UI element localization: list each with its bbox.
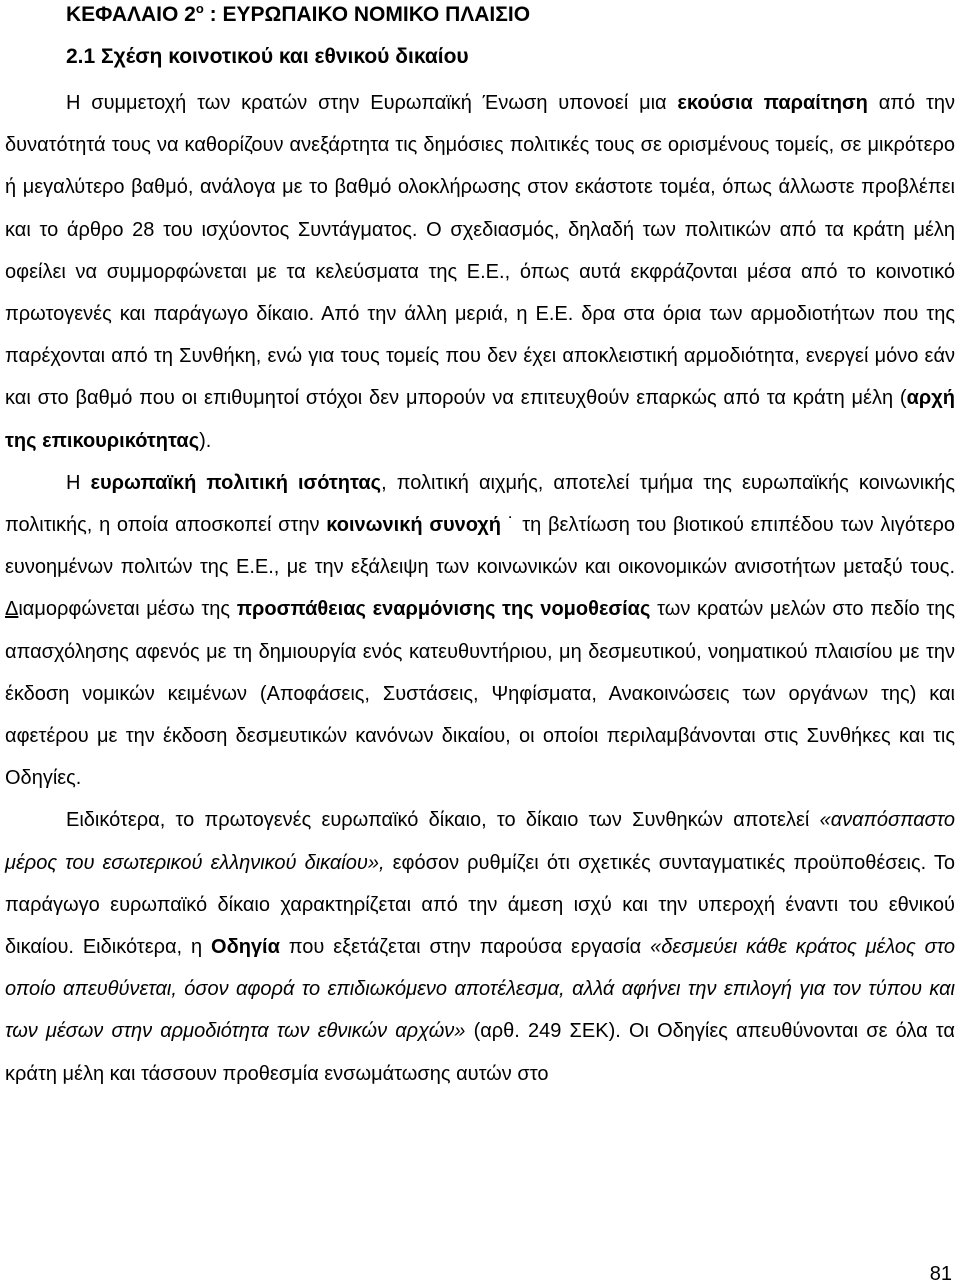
paragraph-1-bold-2: αρχή της επικουρικότητας [5, 387, 955, 452]
paragraph-2-bold-2: κοινωνική συνοχή [326, 514, 501, 537]
chapter-heading-title: : ΕΥΡΩΠΑΙΚΟ ΝΟΜΙΚΟ ΠΛΑΙΣΙΟ [203, 3, 531, 26]
section-heading: 2.1 Σχέση κοινοτικού και εθνικού δικαίου [66, 45, 469, 68]
paragraph-1-text-2: από την δυνατότητά τους να καθορίζουν ανεξάρτητα τις δημόσιες πολιτικές τους σε ορισμένους τομείς, σε μικρότερο ή μεγαλύτερο βαθμό, ανάλογα με το βαθμό ολοκλήρωσης στον εκάστοτε τομέα, όπως άλλωστε προβλέπει και το άρθρο 28 του ισχύοντος Συντάγματος. Ο σχεδιασμός, δηλαδή των πολιτικών από τα κράτη μέλη οφείλει να συμμορφώνεται με τα κελεύσματα της Ε.Ε., όπως αυτά εκφράζονται μέσα από το κοινοτικό πρωτογενές και παράγωγο δίκαιο. Από την άλλη μεριά, η Ε.Ε. δρα στα όρια των αρμοδιοτήτων που της παρέχονται από τη Συνθήκη, ενώ για τους τομείς που δεν έχει αποκλειστική αρμοδιότητα, ενεργεί μόνο εάν και στο βαθμό που οι επιθυμητοί στόχοι δεν μπορούν να επιτευχθούν επαρκώς από τα κράτη μέλη ( [5, 92, 956, 410]
paragraph-2-text-1: Η [66, 471, 91, 494]
paragraph-2-text-2: , πολιτική αιχμής, αποτελεί τμήμα της ευρωπαϊκής κοινωνικής πολιτικής, η οποία αποσκοπεί στην [5, 471, 956, 537]
paragraph-2-bold-1: ευρωπαϊκή πολιτική ισότητας [90, 471, 382, 494]
paragraph-3 [5, 799, 955, 1094]
paragraph-3-text-1: Ειδικότερα, το πρωτογενές ευρωπαϊκό δίκαιο, το δίκαιο των Συνθηκών αποτελεί [66, 809, 820, 832]
paragraph-2-underlined-1: Δ [5, 598, 19, 621]
paragraph-1-text-3: ). [199, 429, 212, 452]
paragraph-3-text-3: που εξετάζεται στην παρούσα εργασία [279, 936, 651, 959]
page-number: 81 [929, 1263, 952, 1285]
chapter-heading [66, 2, 530, 28]
chapter-heading-superscript: ο [195, 1, 204, 16]
paragraph-1-text-1: Η συμμετοχή των κρατών στην Ευρωπαϊκή Ένωση υπονοεί μια [66, 92, 678, 114]
paragraph-3-italic-1: «αναπόσπαστο μέρος του εσωτερικού ελληνικού δικαίου», [5, 809, 955, 874]
paragraph-3-text-2: εφόσον ρυθμίζει ότι σχετικές συνταγματικές προϋποθέσεις. Το παράγωγο ευρωπαϊκό δίκαιο χαρακτηρίζεται από την άμεση ισχύ και την υπεροχή έναντι του εθνικού δικαίου. Ειδικότερα, η [5, 851, 955, 959]
paragraph-2-bold-3: προσπάθειας εναρμόνισης της νομοθεσίας [236, 598, 651, 621]
paragraph-3-italic-2: «δεσμεύει κάθε κράτος μέλος στο οποίο απευθύνεται, όσον αφορά το επιδιωκόμενο αποτέλεσμα, αλλά αφήνει την επιλογή για τον τύπου και των μέσων στην αρμοδιότητα των εθνικών αρχών» [5, 936, 956, 1043]
paragraph-2-text-4: ιαμορφώνεται μέσω της [18, 598, 237, 621]
paragraph-2-text-3: ˙ τη βελτίωση του βιοτικού επιπέδου των λιγότερο ευνοημένων πολιτών της Ε.Ε., με την εξάλειψη των κοινωνικών και οικονομικών ανισοτήτων μεταξύ τους. [5, 514, 956, 579]
paragraph-3-bold-1: Οδηγία [211, 936, 280, 959]
body-text [5, 82, 955, 1095]
paragraph-2 [5, 462, 955, 800]
paragraph-3-text-4: (αρθ. 249 ΣΕΚ). Οι Οδηγίες απευθύνονται σε όλα τα κράτη μέλη και τάσσουν προθεσμία ενσωμάτωσης αυτών στο [5, 1020, 955, 1085]
paragraph-2-text-5: των κρατών μελών στο πεδίο της απασχόλησης αφενός με τη δημιουργία ενός κατευθυντήριου, μη δεσμευτικού, νοηματικού πλαισίου με την έκδοση νομικών κειμένων (Αποφάσεις, Συστάσεις, Ψηφίσματα, Ανακοινώσεις των οργάνων της) και αφετέρου με την έκδοση δεσμευτικών κανόνων δικαίου, οι οποίοι περιλαμβάνονται στις Συνθήκες και τις Οδηγίες. [5, 598, 956, 790]
paragraph-1-bold-1: εκούσια παραίτηση [677, 92, 868, 114]
chapter-heading-prefix: ΚΕΦΑΛΑΙΟ 2 [66, 3, 196, 26]
paragraph-1 [5, 82, 955, 462]
